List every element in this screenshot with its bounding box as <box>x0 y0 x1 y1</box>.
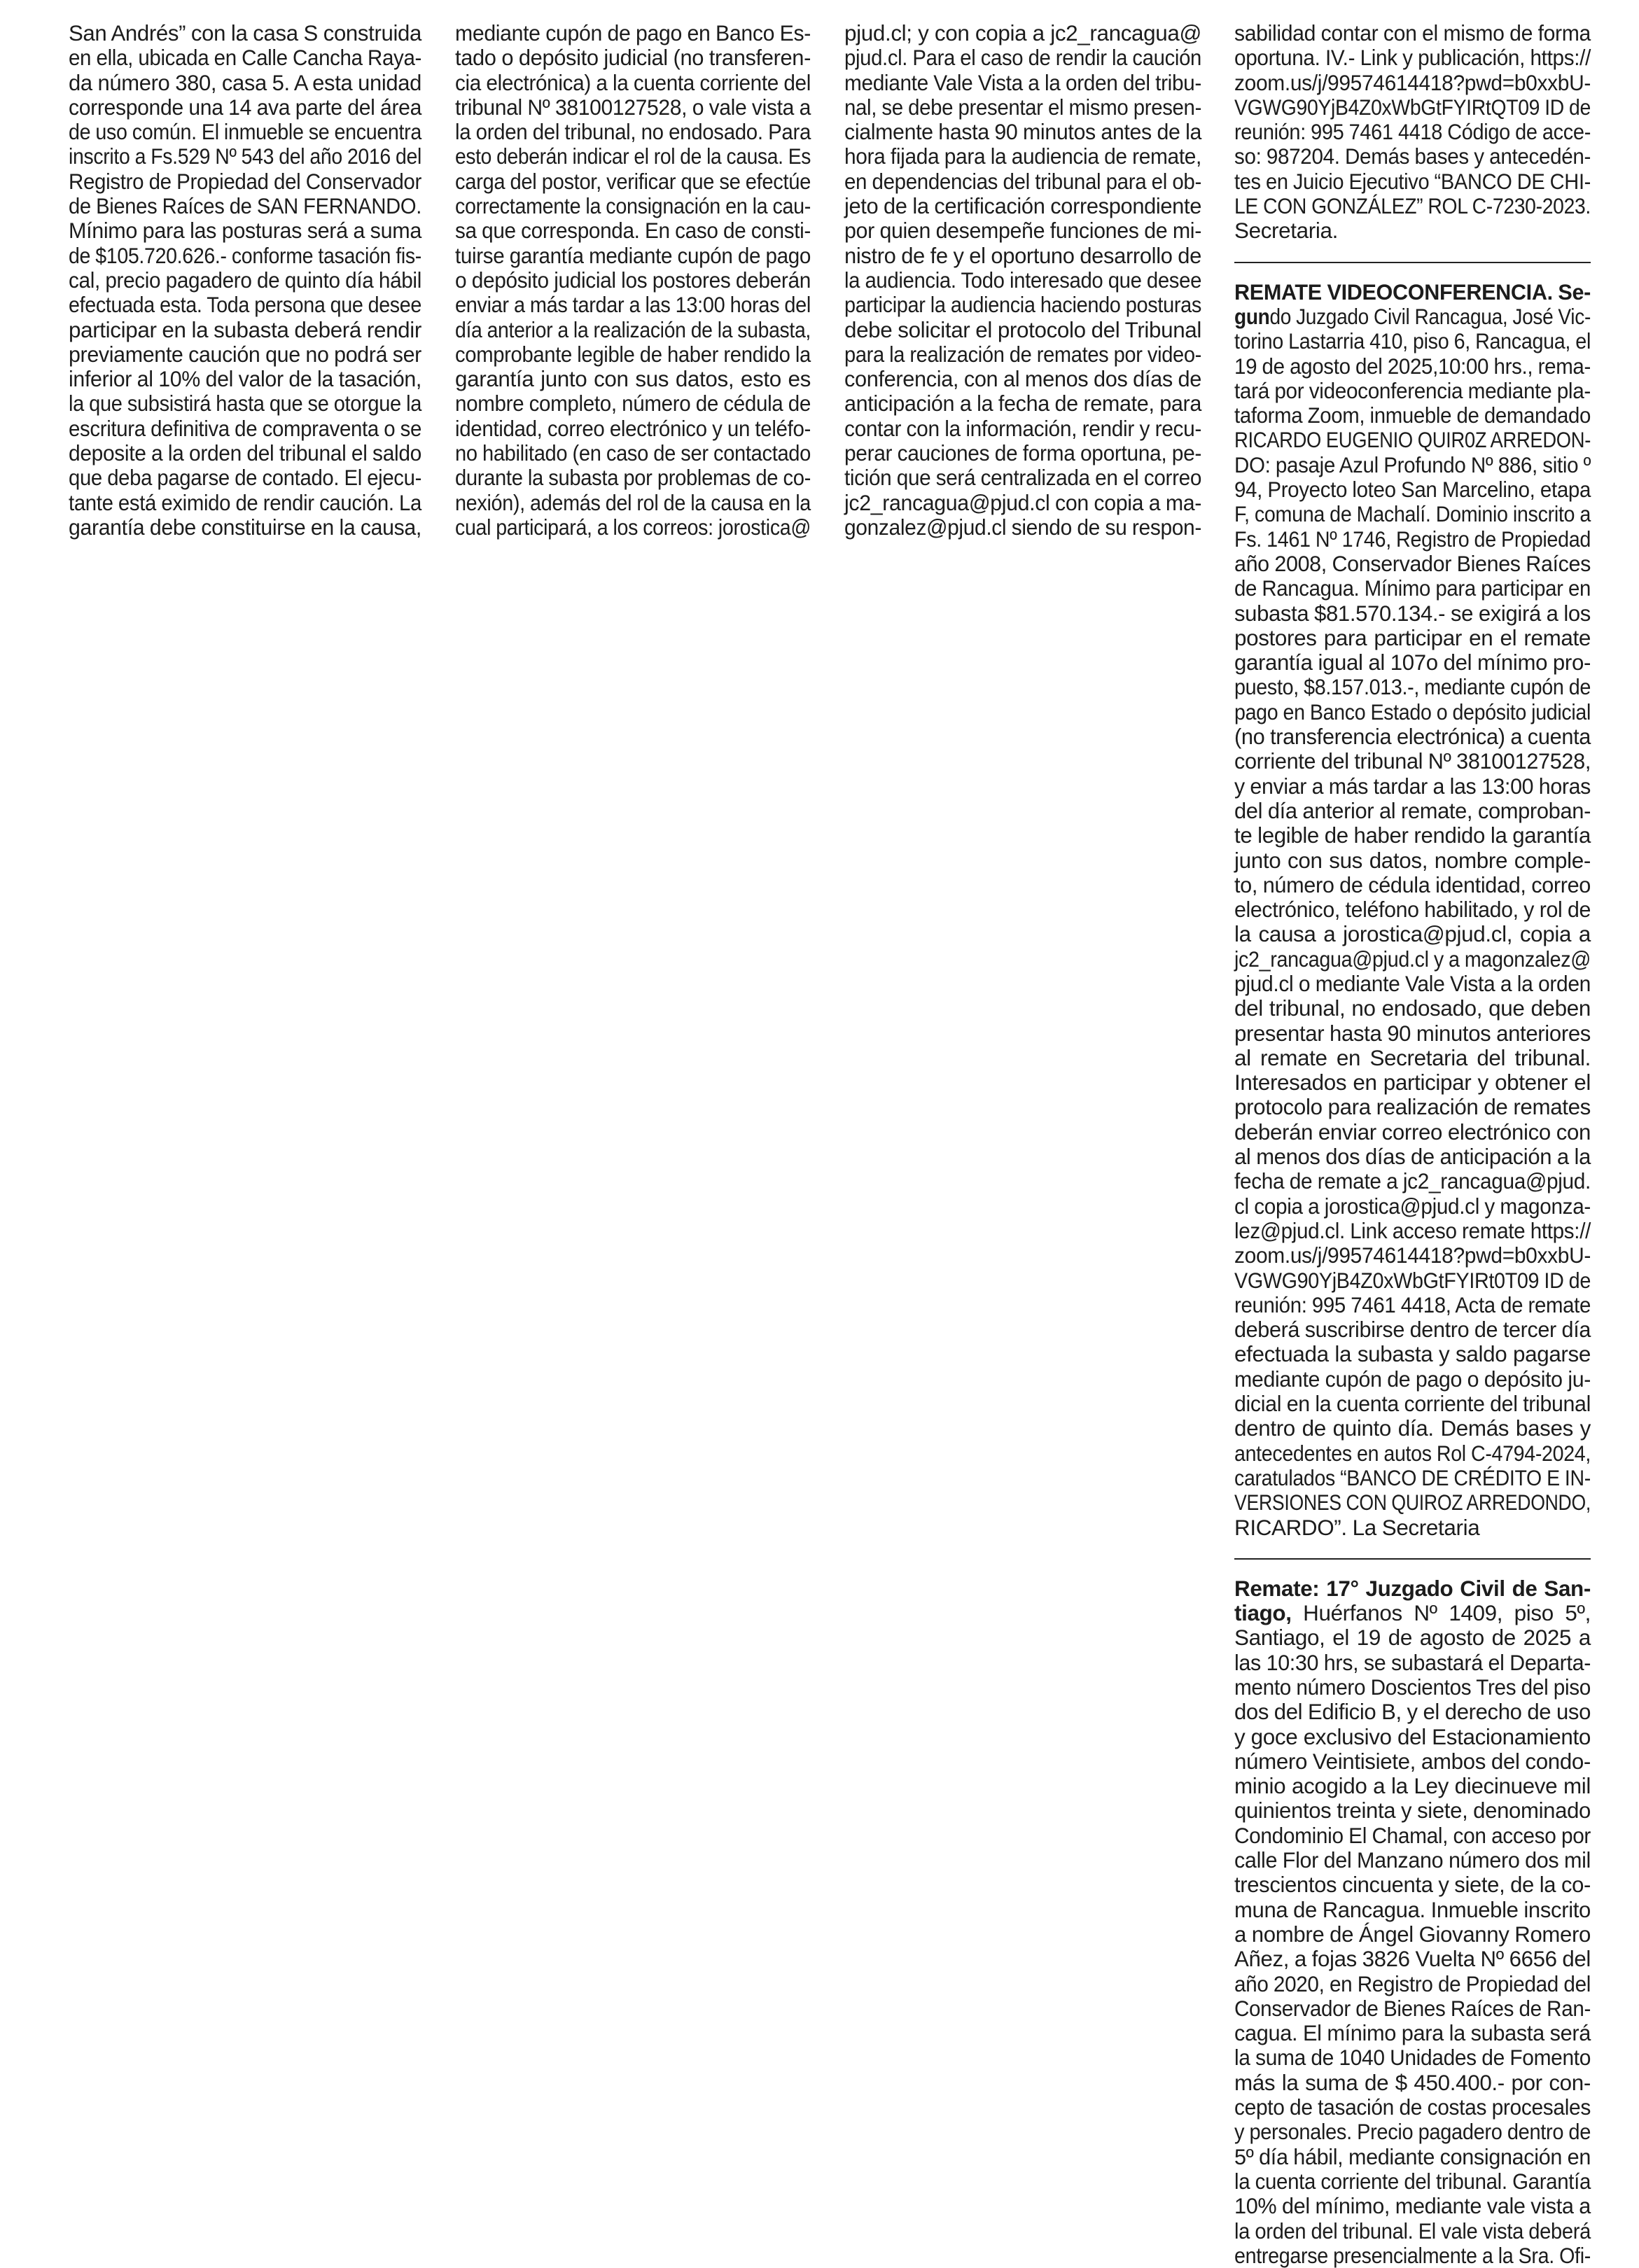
text-line: deberá suscribirse dentro de tercer día <box>1234 1317 1591 1343</box>
text-line: pago en Banco Estado o depósito judicial <box>1234 699 1591 724</box>
text-line: quinientos treinta y siete, denominado <box>1234 1798 1591 1823</box>
text-line: hora fijada para la audiencia de remate, <box>844 144 1202 169</box>
text-line: entregarse presencialmente a la Sra. Ofi- <box>1234 2243 1591 2268</box>
text-line: 5º día hábil, mediante consignación en <box>1234 2144 1591 2169</box>
text-line: la que subsistirá hasta que se otorgue la <box>69 391 422 416</box>
text-line: año 2020, en Registro de Propiedad del <box>1234 1971 1591 1996</box>
text-line: pjud.cl. Para el caso de rendir la caución <box>844 46 1202 71</box>
text-line: nal, se debe presentar el mismo presen- <box>844 94 1202 120</box>
text-line: RICARDO”. La Secretaria <box>1234 1515 1480 1540</box>
text-line: de Bienes Raíces de SAN FERNANDO. <box>69 194 422 219</box>
text-line: por quien desempeñe funciones de mi- <box>844 218 1201 244</box>
text-line: tuirse garantía mediante cupón de pago <box>455 243 811 268</box>
text-line: fecha de remate a jc2_rancagua@pjud. <box>1234 1169 1591 1194</box>
text-line: calle Flor del Manzano número dos mil <box>1234 1848 1591 1873</box>
text-line: anticipación a la fecha de remate, para <box>844 391 1201 416</box>
text-line: tes en Juicio Ejecutivo “BANCO DE CHI- <box>1234 169 1591 194</box>
text-line: la cuenta corriente del tribunal. Garantía <box>1234 2169 1591 2194</box>
text-line: tición que será centralizada en el correo <box>844 465 1202 491</box>
text-line: para la realización de remates por video- <box>844 342 1201 367</box>
text-line: taforma Zoom, inmueble de demandado <box>1234 403 1591 428</box>
text-line: de uso común. El inmueble se encuentra <box>69 120 422 145</box>
text-line: San Andrés” con la casa S construida <box>69 21 421 46</box>
text-line: zoom.us/j/99574614418?pwd=b0xxbU- <box>1234 1243 1591 1268</box>
text-line: dentro de quinto día. Demás bases y <box>1234 1416 1591 1441</box>
text-line: torino Lastarria 410, piso 6, Rancagua, el <box>1234 329 1591 354</box>
text-line: oportuna. IV.- Link y publicación, https:// <box>1234 46 1591 71</box>
text-line <box>1234 1601 1591 1625</box>
text-line: zoom.us/j/99574614418?pwd=b0xxbU- <box>1234 70 1591 95</box>
text-line: perar cauciones de forma oportuna, pe- <box>844 441 1202 466</box>
text-line: F, comuna de Machalí. Dominio inscrito a <box>1234 502 1591 527</box>
text-line: 19 de agosto del 2025,10:00 hrs., rema- <box>1234 354 1591 379</box>
text-line: (no transferencia electrónica) a cuenta <box>1234 724 1591 750</box>
text-line: mento número Doscientos Tres del piso <box>1234 1675 1591 1700</box>
text-line: sabilidad contar con el mismo de forma <box>1234 21 1591 46</box>
text-line <box>1234 1576 1591 1601</box>
text-run: do Juzgado Civil Rancagua, José Vic- <box>1269 304 1591 329</box>
text-line: o depósito judicial los postores deberán <box>455 267 811 293</box>
legal-notice <box>1234 280 1591 1540</box>
text-line: participar en la subasta deberá rendir <box>69 317 422 342</box>
text-line: al menos dos días de anticipación a la <box>1234 1144 1591 1170</box>
text-line: previamente caución que no podrá ser <box>69 342 421 367</box>
text-line: de Rancagua. Mínimo para participar en <box>1234 576 1591 601</box>
text-line: garantía igual al 107o del mínimo pro- <box>1234 650 1591 676</box>
text-line: deposite a la orden del tribunal el saldo <box>69 441 421 466</box>
text-line: reunión: 995 7461 4418, Acta de remate <box>1234 1292 1591 1317</box>
text-line: esto deberán indicar el rol de la causa. Es <box>455 144 811 169</box>
text-line: Mínimo para las posturas será a suma <box>69 218 421 244</box>
text-line: mediante Vale Vista a la orden del tribu- <box>844 70 1202 95</box>
text-line: protocolo para realización de remates <box>1234 1095 1591 1120</box>
text-line: so: 987204. Demás bases y antecedén- <box>1234 144 1591 169</box>
text-line: Condominio El Chamal, con acceso por <box>1234 1823 1591 1848</box>
text-line: conferencia, con al menos dos días de <box>844 367 1201 392</box>
text-line: nistro de fe y el oportuno desarrollo de <box>844 243 1201 268</box>
text-line: tará por videoconferencia mediante pla- <box>1234 378 1591 403</box>
text-line: la orden del tribunal. El vale vista deberá <box>1234 2218 1591 2244</box>
text-line: Secretaria. <box>1234 218 1338 244</box>
text-line: VGWG90YjB4Z0xWbGtFYIRt0T09 ID de <box>1234 1268 1591 1293</box>
text-line: minio acogido a la Ley diecinueve mil <box>1234 1774 1591 1799</box>
text-line: Conservador de Bienes Raíces de Ran- <box>1234 1996 1591 2021</box>
text-line: debe solicitar el protocolo del Tribunal <box>844 317 1202 342</box>
text-line: identidad, correo electrónico y un teléfo- <box>455 416 811 441</box>
notice-heading: Remate: 17° Juzgado Civil de San- <box>1234 1576 1591 1601</box>
notice-separator-rule <box>1234 1558 1591 1560</box>
legal-notice <box>69 21 421 540</box>
text-line: la audiencia. Todo interesado que desee <box>844 267 1202 293</box>
text-line: correctamente la consignación en la cau- <box>455 194 811 219</box>
text-column-4 <box>1234 21 1591 2268</box>
text-line: garantía debe constituirse en la causa, <box>69 514 421 540</box>
text-line: cagua. El mínimo para la subasta será <box>1234 2021 1591 2046</box>
text-line: trescientos cincuenta y siete, de la co- <box>1234 1872 1591 1898</box>
text-line: mediante cupón de pago en Banco Es- <box>455 21 811 46</box>
text-line: jc2_rancagua@pjud.cl y a magonzalez@ <box>1234 946 1591 972</box>
text-line: tado o depósito judicial (no transferen- <box>455 46 811 71</box>
text-line: inscrito a Fs.529 Nº 543 del año 2016 del <box>69 144 421 169</box>
text-line: antecedentes en autos Rol C-4794-2024, <box>1234 1441 1591 1466</box>
text-line: inferior al 10% del valor de la tasación, <box>69 367 422 392</box>
text-line: cialmente hasta 90 minutos antes de la <box>844 120 1202 145</box>
text-line: cual participará, a los correos: jorostica@ <box>455 514 811 540</box>
text-line: en dependencias del tribunal para el ob- <box>844 169 1201 194</box>
text-line: comprobante legible de haber rendido la <box>455 342 811 367</box>
text-line: durante la subasta por problemas de co- <box>455 465 811 491</box>
text-line: jeto de la certificación correspondiente <box>844 194 1201 219</box>
text-line: mediante cupón de pago o depósito ju- <box>1234 1366 1591 1392</box>
text-line: LE CON GONZÁLEZ” ROL C-7230-2023. <box>1234 194 1591 219</box>
text-line: número Veintisiete, ambos del condo- <box>1234 1749 1591 1774</box>
text-line: 10% del mínimo, mediante vale vista a <box>1234 2194 1591 2219</box>
text-line: más la suma de $ 450.400.- por con- <box>1234 2070 1591 2095</box>
text-line: participar la audiencia haciendo posturas <box>844 293 1201 318</box>
text-line: dicial en la cuenta corriente del tribunal <box>1234 1392 1591 1417</box>
text-line: presentar hasta 90 minutos anteriores <box>1234 1021 1591 1046</box>
legal-notice <box>455 21 811 540</box>
text-line: Interesados en participar y obtener el <box>1234 1070 1591 1096</box>
text-line <box>1234 304 1591 329</box>
text-line: Fs. 1461 Nº 1746, Registro de Propiedad <box>1234 526 1591 552</box>
text-line: muna de Rancagua. Inmueble inscrito <box>1234 1897 1591 1922</box>
text-line: nexión), además del rol de la causa en la <box>455 490 811 515</box>
text-line: y personales. Precio pagadero dentro de <box>1234 2120 1591 2145</box>
text-line: Añez, a fojas 3826 Vuelta Nº 6656 del <box>1234 1947 1591 1972</box>
text-line: deberán enviar correo electrónico con <box>1234 1119 1591 1144</box>
text-line: tribunal Nº 38100127528, o vale vista a <box>455 94 811 120</box>
text-line: a nombre de Ángel Giovanny Romero <box>1234 1921 1591 1947</box>
text-line: electrónico, teléfono habilitado, y rol de <box>1234 897 1591 923</box>
text-run: Huérfanos Nº 1409, piso 5º, <box>1291 1601 1591 1626</box>
text-line <box>1234 280 1591 304</box>
legal-notice <box>1234 1576 1591 2268</box>
text-line: RICARDO EUGENIO QUIR0Z ARREDON- <box>1234 428 1591 453</box>
text-column-1 <box>69 21 421 540</box>
text-line: cepto de tasación de costas procesales <box>1234 2095 1591 2120</box>
text-line: día anterior a la realización de la subasta, <box>455 317 811 342</box>
text-line: escritura definitiva de compraventa o se <box>69 416 422 441</box>
text-line: postores para participar en el remate <box>1234 625 1591 650</box>
text-line: da número 380, casa 5. A esta unidad <box>69 70 422 95</box>
text-line: caratulados “BANCO DE CRÉDITO E IN- <box>1234 1465 1591 1490</box>
text-line: to, número de cédula identidad, correo <box>1234 872 1591 897</box>
text-line: sa que corresponda. En caso de consti- <box>455 218 811 244</box>
text-line: cl copia a jorostica@pjud.cl y magonza- <box>1234 1194 1591 1219</box>
notice-heading: REMATE VIDEOCONFERENCIA. Se- <box>1234 279 1591 304</box>
text-line: no habilitado (en caso de ser contactado <box>455 441 811 466</box>
text-line: y goce exclusivo del Estacionamiento <box>1234 1724 1591 1749</box>
text-line: las 10:30 hrs, se subastará el Departa- <box>1234 1650 1591 1675</box>
text-line: efectuada esta. Toda persona que desee <box>69 293 422 318</box>
text-line: subasta $81.570.134.- se exigirá a los <box>1234 601 1591 626</box>
text-line: pjud.cl; y con copia a jc2_rancagua@ <box>844 21 1201 46</box>
text-line: jc2_rancagua@pjud.cl con copia a ma- <box>844 490 1201 515</box>
text-line: 94, Proyecto loteo San Marcelino, etapa <box>1234 477 1591 503</box>
text-line: en ella, ubicada en Calle Cancha Raya- <box>69 46 422 71</box>
text-line: y enviar a más tardar a las 13:00 horas <box>1234 774 1591 799</box>
notice-heading: gun <box>1234 304 1270 329</box>
legal-notice <box>1234 21 1591 244</box>
text-line: del tribunal, no endosado, que deben <box>1234 996 1591 1021</box>
text-line: la causa a jorostica@pjud.cl, copia a <box>1234 922 1591 947</box>
text-line: año 2008, Conservador Bienes Raíces <box>1234 551 1591 576</box>
text-line: la suma de 1040 Unidades de Fomento <box>1234 2045 1591 2071</box>
text-line: Santiago, el 19 de agosto de 2025 a <box>1234 1625 1591 1651</box>
text-line: enviar a más tardar a las 13:00 horas del <box>455 293 811 318</box>
text-line: te legible de haber rendido la garantía <box>1234 823 1591 848</box>
text-line: puesto, $8.157.013.-, mediante cupón de <box>1234 675 1591 700</box>
text-line: nombre completo, número de cédula de <box>455 391 811 416</box>
text-line: la orden del tribunal, no endosado. Para <box>455 120 811 145</box>
text-line: gonzalez@pjud.cl siendo de su respon- <box>844 514 1201 540</box>
notice-heading: tiago, <box>1234 1601 1292 1626</box>
text-line: corresponde una 14 ava parte del área <box>69 94 422 120</box>
notice-separator-rule <box>1234 262 1591 263</box>
text-line: reunión: 995 7461 4418 Código de acce- <box>1234 120 1591 145</box>
text-line: del día anterior al remate, comproban- <box>1234 798 1591 823</box>
text-line: pjud.cl o mediante Vale Vista a la orden <box>1234 971 1591 996</box>
text-column-2 <box>455 21 811 540</box>
text-line: VGWG90YjB4Z0xWbGtFYIRtQT09 ID de <box>1234 94 1591 120</box>
text-line: DO: pasaje Azul Profundo Nº 886, sitio º <box>1234 452 1591 477</box>
text-line: contar con la información, rendir y recu- <box>844 416 1202 441</box>
text-line: de $105.720.626.- conforme tasación fis- <box>69 243 421 268</box>
text-line: corriente del tribunal Nº 38100127528, <box>1234 749 1591 774</box>
text-line: dos del Edificio B, y el derecho de uso <box>1234 1700 1591 1725</box>
text-line: que deba pagarse de contado. El ejecu- <box>69 465 422 491</box>
text-line: carga del postor, verificar que se efectúe <box>455 169 811 194</box>
text-line: al remate en Secretaria del tribunal. <box>1234 1045 1591 1070</box>
text-line: cia electrónica) a la cuenta corriente del <box>455 70 811 95</box>
text-line: lez@pjud.cl. Link acceso remate https:// <box>1234 1218 1591 1243</box>
text-column-3 <box>844 21 1201 540</box>
text-line: VERSIONES CON QUIROZ ARREDONDO, <box>1234 1490 1591 1516</box>
legal-notice <box>844 21 1201 540</box>
text-line: Registro de Propiedad del Conservador <box>69 169 422 194</box>
text-line: garantía junto con sus datos, esto es <box>455 367 811 392</box>
text-line: efectuada la subasta y saldo pagarse <box>1234 1342 1591 1367</box>
text-line: tante está eximido de rendir caución. La <box>69 490 421 515</box>
text-line: cal, precio pagadero de quinto día hábil <box>69 267 421 293</box>
text-line: junto con sus datos, nombre comple- <box>1234 848 1591 873</box>
